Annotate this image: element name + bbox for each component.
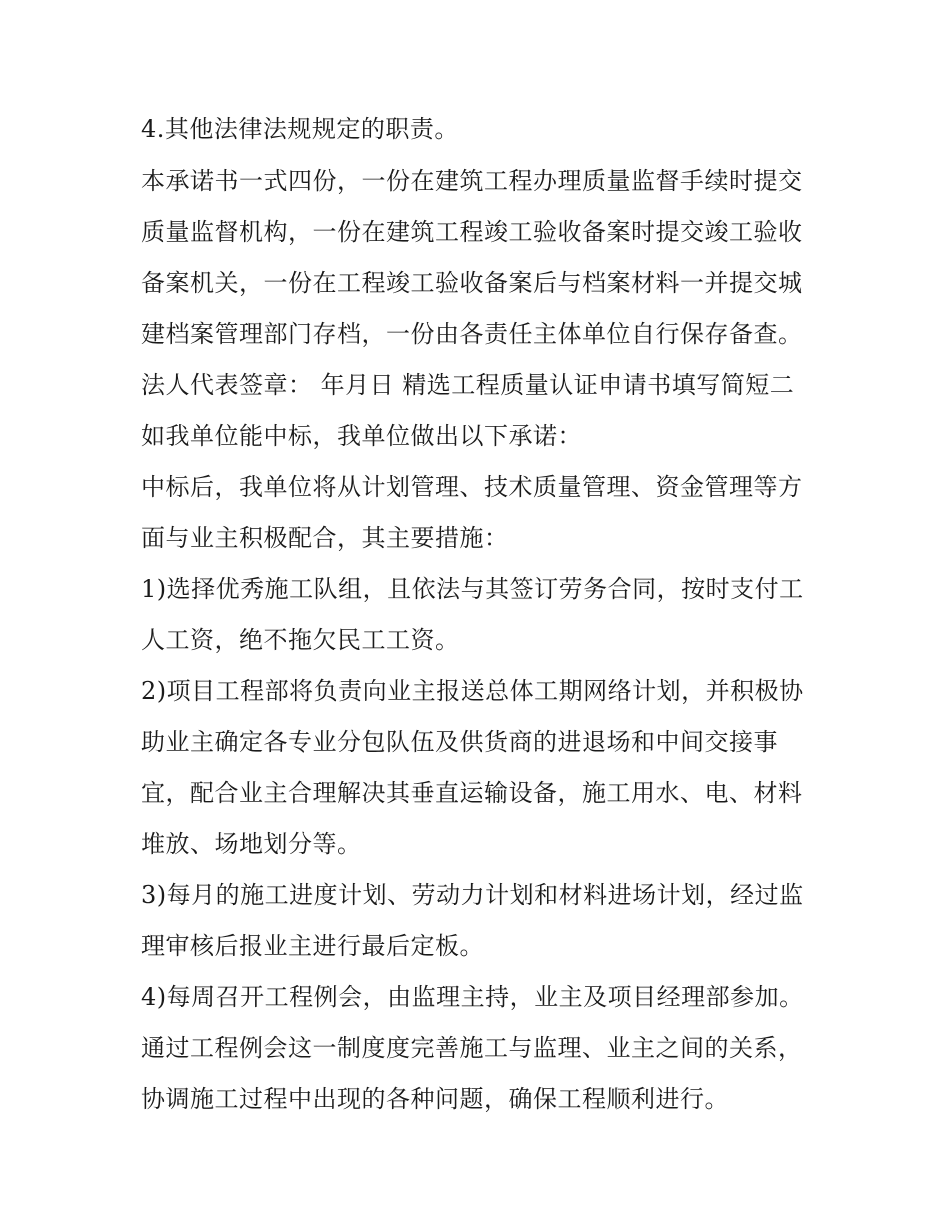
text-line: 2)项目工程部将负责向业主报送总体工期网络计划，并积极协 xyxy=(141,677,804,705)
text-line: 人工资，绝不拖欠民工工资。 xyxy=(141,626,460,654)
text-line: 协调施工过程中出现的各种问题，确保工程顺利进行。 xyxy=(141,1085,729,1113)
text-line: 1)选择优秀施工队组，且依法与其签订劳务合同，按时支付工 xyxy=(141,575,804,603)
text-line: 本承诺书一式四份，一份在建筑工程办理质量监督手续时提交 xyxy=(141,167,803,195)
text-line: 理审核后报业主进行最后定板。 xyxy=(141,932,484,960)
text-line: 建档案管理部门存档，一份由各责任主体单位自行保存备查。 xyxy=(141,320,803,348)
text-line: 面与业主积极配合，其主要措施： xyxy=(141,524,509,552)
text-line: 如我单位能中标，我单位做出以下承诺： xyxy=(141,422,582,450)
text-line: 3)每月的施工进度计划、劳动力计划和材料进场计划，经过监 xyxy=(141,881,804,909)
text-line: 通过工程例会这一制度度完善施工与监理、业主之间的关系， xyxy=(141,1034,803,1062)
text-line: 质量监督机构，一份在建筑工程竣工验收备案时提交竣工验收 xyxy=(141,218,803,246)
text-line: 堆放、场地划分等。 xyxy=(141,830,362,858)
text-line: 备案机关，一份在工程竣工验收备案后与档案材料一并提交城 xyxy=(141,269,803,297)
text-line: 4)每周召开工程例会，由监理主持，业主及项目经理部参加。 xyxy=(141,983,804,1011)
text-line: 法人代表签章： 年月日 精选工程质量认证申请书填写简短二 xyxy=(141,371,795,399)
text-line: 4.其他法律法规规定的职责。 xyxy=(141,115,459,143)
text-line: 宜，配合业主合理解决其垂直运输设备，施工用水、电、材料 xyxy=(141,779,803,807)
text-line: 中标后，我单位将从计划管理、技术质量管理、资金管理等方 xyxy=(141,473,803,501)
text-line: 助业主确定各专业分包队伍及供货商的进退场和中间交接事 xyxy=(141,728,778,756)
